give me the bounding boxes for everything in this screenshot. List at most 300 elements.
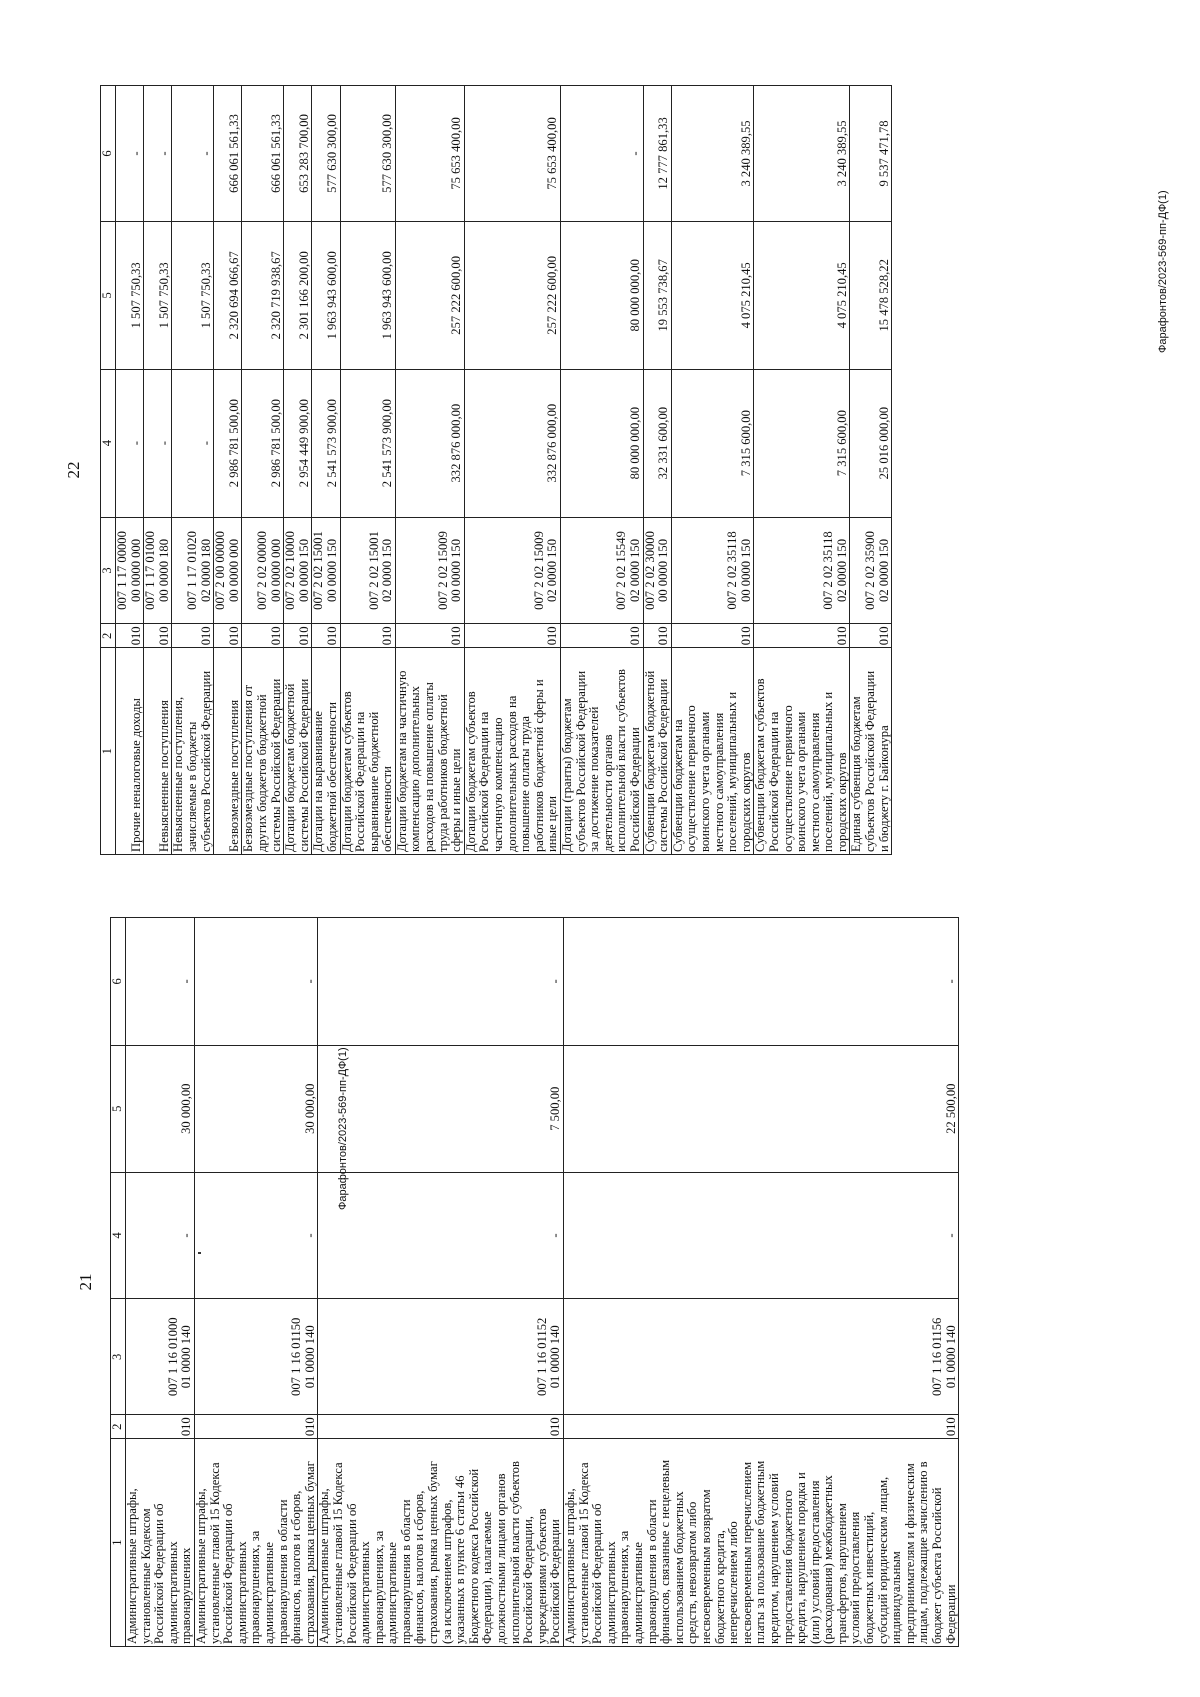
row-name-line: местного самоуправления xyxy=(807,712,822,852)
budget-code-line: 01 0000 140 xyxy=(548,1325,563,1389)
row-name-line: указанных в пункте 6 статьи 46 xyxy=(453,1475,468,1644)
row-value-c5: 30 000,00 xyxy=(194,1045,317,1172)
row-name-line: Административные штрафы, xyxy=(563,1488,577,1644)
budget-code-line: 007 1 16 01156 xyxy=(930,1317,945,1396)
row-name-line: страхования, рынка ценных бумаг xyxy=(426,1461,441,1644)
row-name-line: должностными лицами органов xyxy=(494,1473,509,1644)
row-name-line: Российской Федерации xyxy=(627,727,642,852)
budget-code-line: 00 0000 150 xyxy=(656,538,671,602)
column-header: 1 xyxy=(101,648,116,855)
row-name-line: установленные главой 15 Кодекса xyxy=(576,1462,591,1644)
row-name-line: установленные главой 15 Кодекса xyxy=(330,1462,345,1644)
row-code-2: 010 xyxy=(395,624,464,648)
budget-code-line: 007 1 16 01000 xyxy=(165,1317,180,1397)
table-row xyxy=(284,86,312,855)
row-name-line: использованием бюджетных xyxy=(671,1491,686,1644)
row-name-line: правонарушениях, за xyxy=(248,1530,263,1644)
row-value-c5: 2 301 166 200,00 xyxy=(284,221,312,369)
row-name xyxy=(754,648,850,855)
row-name-line: административных xyxy=(358,1541,373,1644)
row-value-c5: 1 507 750,33 xyxy=(172,221,214,369)
row-name-line: субсидий юридическим лицам, xyxy=(875,1476,890,1644)
budget-code-line: 00 0000 000 xyxy=(226,538,241,602)
row-code-2: 010 xyxy=(318,1415,564,1439)
row-value-c6: - xyxy=(561,86,644,222)
row-name-line: правонарушениях, за xyxy=(371,1530,386,1644)
budget-code-line: 007 1 17 01000 xyxy=(143,531,158,610)
row-name-line: Единая субвенция бюджетам xyxy=(849,696,864,852)
row-value-c5: 2 320 694 066,67 xyxy=(214,221,242,369)
row-name-line: осуществление первичного xyxy=(684,705,699,852)
row-name xyxy=(561,648,644,855)
row-name-line: исполнительной власти субъектов xyxy=(507,1461,522,1644)
row-value-c4: 7 315 600,00 xyxy=(754,369,850,517)
row-value-c4: 2 954 449 900,00 xyxy=(284,369,312,517)
row-value-c5: 22 500,00 xyxy=(564,1045,959,1172)
row-value-c6: 75 653 400,00 xyxy=(395,86,464,222)
row-name-line: Административные штрафы, xyxy=(125,1488,139,1644)
row-name-line: за достижение показателей xyxy=(587,706,602,852)
row-budget-code xyxy=(172,517,214,624)
column-header: 6 xyxy=(111,918,126,1046)
row-value-c5: 4 075 210,45 xyxy=(671,221,754,369)
row-value-c4: - xyxy=(564,1172,959,1299)
row-name-line: частичную компенсацию xyxy=(491,717,506,852)
budget-code-line: 007 2 02 35118 xyxy=(821,531,836,610)
row-value-c4: 2 541 573 900,00 xyxy=(340,369,395,517)
row-name xyxy=(242,648,284,855)
row-value-c4: 25 016 000,00 xyxy=(850,369,892,517)
row-name-line: обеспеченности xyxy=(380,766,395,852)
row-value-c4: 332 876 000,00 xyxy=(395,369,464,517)
row-name-line: средств, невозвратом либо xyxy=(685,1501,700,1644)
row-value-c4: - xyxy=(194,1172,317,1299)
table-row xyxy=(172,86,214,855)
row-value-c5: 1 963 943 600,00 xyxy=(312,221,340,369)
row-name-line: административных xyxy=(603,1541,618,1644)
row-name-line: иные цели xyxy=(545,795,560,852)
row-name-line: Федерации xyxy=(943,1584,958,1644)
row-code-2: 010 xyxy=(144,624,172,648)
row-value-c6: 3 240 389,55 xyxy=(671,86,754,222)
row-value-c4: - xyxy=(144,369,172,517)
table-row xyxy=(312,86,340,855)
row-name-line: Дотации бюджетам бюджетной xyxy=(283,683,298,852)
row-name-line: Дотации бюджетам на частичную xyxy=(394,670,409,852)
row-value-c5: 80 000 000,00 xyxy=(561,221,644,369)
table-row xyxy=(464,86,560,855)
row-name xyxy=(172,648,214,855)
row-budget-code xyxy=(671,517,754,624)
row-code-2: 010 xyxy=(561,624,644,648)
column-header: 1 xyxy=(111,1439,126,1647)
row-name-line: исполнительной власти субъектов xyxy=(614,669,629,852)
row-name-line: платы за пользование бюджетным xyxy=(753,1460,768,1644)
row-name-line: Российской Федерации xyxy=(548,1519,563,1644)
row-name-line: Невыясненные поступления xyxy=(156,700,171,852)
row-budget-code xyxy=(194,1299,317,1415)
row-name xyxy=(144,648,172,855)
budget-code-line: 02 0000 150 xyxy=(834,538,849,602)
row-name xyxy=(126,1439,195,1647)
row-value-c5: 1 507 750,33 xyxy=(144,221,172,369)
row-name-line: повышение оплаты труда xyxy=(518,716,533,852)
row-name-line: финансов, связанные с нецелевым xyxy=(658,1459,673,1644)
row-code-2: 010 xyxy=(242,624,284,648)
row-value-c5: 1 963 943 600,00 xyxy=(340,221,395,369)
table-row xyxy=(194,918,317,1647)
table-row xyxy=(564,918,959,1647)
row-value-c5: 257 222 600,00 xyxy=(395,221,464,369)
row-value-c4: - xyxy=(126,1172,195,1299)
budget-code-line: 02 0000 150 xyxy=(545,538,560,602)
row-value-c6: - xyxy=(126,918,195,1046)
budget-code-line: 007 2 02 30000 xyxy=(642,531,657,610)
table-row xyxy=(395,86,464,855)
row-name-line: воинского учета органами xyxy=(697,711,712,852)
row-name-line: индивидуальным xyxy=(889,1551,904,1644)
budget-code-line: 007 1 17 00000 xyxy=(115,531,129,610)
row-code-2: 010 xyxy=(312,624,340,648)
row-budget-code xyxy=(464,517,560,624)
row-name-line: административных xyxy=(165,1541,180,1644)
row-value-c6: - xyxy=(564,918,959,1046)
row-name-line: кредита, нарушением порядка и xyxy=(794,1472,809,1644)
row-name-line: финансов, налогов и сборов, xyxy=(412,1490,427,1644)
row-value-c6: 577 630 300,00 xyxy=(312,86,340,222)
row-name-line: Дотации (гранты) бюджетам xyxy=(560,698,574,852)
row-name-line: кредитом, нарушением условий xyxy=(766,1473,781,1644)
row-budget-code xyxy=(340,517,395,624)
row-name xyxy=(643,648,671,855)
row-name xyxy=(850,648,892,855)
row-name-line: субъектов Российской Федерации xyxy=(863,670,878,852)
row-name xyxy=(464,648,560,855)
row-value-c4: 7 315 600,00 xyxy=(671,369,754,517)
row-budget-code xyxy=(242,517,284,624)
budget-code-line: 02 0000 150 xyxy=(627,538,642,602)
budget-code-line: 02 0000 150 xyxy=(876,538,891,602)
table-row xyxy=(318,918,564,1647)
table-row xyxy=(340,86,395,855)
budget-code-line: 007 1 17 01020 xyxy=(184,531,199,610)
row-budget-code xyxy=(284,517,312,624)
row-name-line: Субвенции бюджетам на xyxy=(670,719,685,852)
budget-code-line: 007 1 16 01152 xyxy=(534,1317,549,1396)
row-value-c4: 32 331 600,00 xyxy=(643,369,671,517)
budget-code-line: 007 2 02 10000 xyxy=(283,531,298,610)
column-header: 5 xyxy=(111,1045,126,1172)
row-name-line: Административные штрафы, xyxy=(193,1488,208,1644)
row-name-line: (расходования) межбюджетных xyxy=(821,1475,836,1644)
row-value-c4: - xyxy=(172,369,214,517)
budget-code-line: 007 2 02 15001 xyxy=(366,531,381,610)
row-name-line: других бюджетов бюджетной xyxy=(254,694,269,852)
row-name-line: расходов на повышение оплаты xyxy=(422,682,437,852)
row-value-c6: - xyxy=(172,86,214,222)
page-number: 22 xyxy=(64,461,83,479)
row-name-line: работников бюджетной сферы и xyxy=(531,679,546,852)
budget-code-line: 007 2 02 15549 xyxy=(614,531,629,610)
column-header: 2 xyxy=(101,624,116,648)
row-name-line: административные xyxy=(385,1542,400,1644)
table-header-row xyxy=(111,918,126,1647)
revenue-table-page-22 xyxy=(100,85,892,855)
row-name-line: предпринимателям и физическим xyxy=(902,1463,917,1644)
row-code-2: 010 xyxy=(116,624,144,648)
row-budget-code xyxy=(144,517,172,624)
row-code-2: 010 xyxy=(340,624,395,648)
column-header: 3 xyxy=(111,1299,126,1415)
row-name-line: Субвенции бюджетам бюджетной xyxy=(642,670,657,852)
budget-code-line: 02 0000 150 xyxy=(380,538,395,602)
row-name xyxy=(312,648,340,855)
row-name xyxy=(116,648,144,855)
row-value-c4: - xyxy=(318,1172,564,1299)
row-name-line: Бюджетного кодекса Российской xyxy=(466,1468,481,1644)
row-name xyxy=(564,1439,959,1647)
row-value-c6: 653 283 700,00 xyxy=(284,86,312,222)
row-name-line: и бюджету г. Байконура xyxy=(876,725,891,852)
row-value-c5: 7 500,00 xyxy=(318,1045,564,1172)
row-name xyxy=(284,648,312,855)
row-code-2: 010 xyxy=(643,624,671,648)
budget-code-line: 007 2 02 35118 xyxy=(725,531,740,610)
row-value-c6: - xyxy=(318,918,564,1046)
row-name-line: компенсацию дополнительных xyxy=(408,686,423,852)
table-row xyxy=(214,86,242,855)
row-name-line: поселений, муниципальных и xyxy=(821,691,836,852)
row-code-2: 010 xyxy=(850,624,892,648)
row-name-line: (или) условий предоставления xyxy=(807,1480,822,1644)
row-name-line: правонарушениях xyxy=(179,1547,194,1644)
row-name-line: местного самоуправления xyxy=(711,712,726,852)
row-name xyxy=(194,1439,317,1647)
row-name-line: правонарушения в области xyxy=(398,1499,413,1644)
row-name-line: выравнивание бюджетной xyxy=(366,711,381,852)
row-name xyxy=(671,648,754,855)
budget-code-line: 01 0000 140 xyxy=(943,1325,958,1389)
column-header: 2 xyxy=(111,1415,126,1439)
row-value-c5: 15 478 528,22 xyxy=(850,221,892,369)
row-name-line: Дотации бюджетам субъектов xyxy=(339,691,354,852)
row-name-line: административных xyxy=(234,1541,249,1644)
budget-code-line: 007 2 02 00000 xyxy=(254,531,269,610)
table-row xyxy=(242,86,284,855)
row-value-c6: 666 061 561,33 xyxy=(242,86,284,222)
row-code-2: 010 xyxy=(194,1415,317,1439)
budget-code-line: 00 0000 150 xyxy=(324,538,339,602)
row-name-line: Безвозмездные поступления xyxy=(226,699,241,852)
row-name-line: Российской Федерации на xyxy=(477,711,492,852)
row-name-line: установленные Кодексом xyxy=(138,1508,153,1644)
row-name-line: осуществление первичного xyxy=(780,705,795,852)
row-name-line: неперечислением либо xyxy=(726,1521,741,1644)
row-value-c6: 75 653 400,00 xyxy=(464,86,560,222)
row-name-line: Дотации бюджетам субъектов xyxy=(463,691,478,852)
row-budget-code xyxy=(312,517,340,624)
row-value-c6: - xyxy=(194,918,317,1046)
row-name xyxy=(318,1439,564,1647)
row-name-line: деятельности органов xyxy=(600,734,615,852)
row-name-line: лицам, подлежащие зачислению в xyxy=(916,1461,931,1644)
row-name-line: сферы и иные цели xyxy=(449,748,464,852)
row-name-line: Федерации), налагаемые xyxy=(480,1511,495,1644)
row-name-line: Прочие неналоговые доходы xyxy=(128,698,143,852)
row-value-c4: 80 000 000,00 xyxy=(561,369,644,517)
row-name-line: зачисляемые в бюджеты xyxy=(184,721,199,852)
row-code-2: 010 xyxy=(564,1415,959,1439)
page-22 xyxy=(64,85,891,855)
budget-code-line: 00 0000 150 xyxy=(296,538,311,602)
column-header: 3 xyxy=(101,517,116,624)
budget-code-line: 007 2 00 00000 xyxy=(213,531,228,610)
row-code-2: 010 xyxy=(754,624,850,648)
row-code-2: 010 xyxy=(284,624,312,648)
row-name-line: Российской Федерации об xyxy=(152,1503,167,1644)
row-value-c4: 2 986 781 500,00 xyxy=(214,369,242,517)
budget-code-line: 01 0000 140 xyxy=(302,1325,317,1389)
row-code-2: 010 xyxy=(671,624,754,648)
row-name-line: воинского учета органами xyxy=(794,711,809,852)
table-row xyxy=(671,86,754,855)
row-name-line: административные xyxy=(261,1542,276,1644)
row-name-line: труда работников бюджетной xyxy=(435,694,450,852)
row-value-c4: 332 876 000,00 xyxy=(464,369,560,517)
row-name-line: правонарушениях, за xyxy=(617,1530,632,1644)
row-value-c6: - xyxy=(144,86,172,222)
row-name-line: бюджет субъекта Российской xyxy=(930,1487,945,1644)
row-value-c5: 1 507 750,33 xyxy=(116,221,144,369)
row-name-line: Российской Федерации об xyxy=(590,1503,605,1644)
revenue-table-page-21 xyxy=(110,917,959,1647)
budget-code-line: 007 2 02 15009 xyxy=(435,531,450,610)
row-name-line: предоставления бюджетного xyxy=(780,1490,795,1644)
row-name-line: городских округов xyxy=(738,752,753,852)
table-row xyxy=(116,86,144,855)
row-name-line: Российской Федерации, xyxy=(521,1516,536,1644)
row-code-2: 010 xyxy=(214,624,242,648)
row-name-line: несвоевременным возвратом xyxy=(698,1489,713,1644)
row-budget-code xyxy=(318,1299,564,1415)
row-name-line: городских округов xyxy=(834,752,849,852)
row-name-line: системы Российской Федерации xyxy=(296,678,311,852)
budget-code-line: 007 2 02 15001 xyxy=(311,531,326,610)
budget-code-line: 00 0000 000 xyxy=(128,538,143,602)
table-header-row xyxy=(101,86,116,855)
table-row xyxy=(754,86,850,855)
budget-code-line: 00 0000 150 xyxy=(449,538,464,602)
page-21 xyxy=(76,917,958,1647)
row-name-line: финансов, налогов и сборов, xyxy=(289,1490,304,1644)
row-budget-code xyxy=(643,517,671,624)
row-name-line: установленные главой 15 Кодекса xyxy=(207,1462,222,1644)
row-name-line: поселений, муниципальных и xyxy=(725,691,740,852)
row-name-line: Невыясненные поступления, xyxy=(171,696,186,852)
table-row xyxy=(643,86,671,855)
table-row xyxy=(850,86,892,855)
row-name xyxy=(214,648,242,855)
page-number: 21 xyxy=(76,1273,95,1291)
row-name-line: субъектов Российской Федерации xyxy=(198,670,213,852)
row-code-2: 010 xyxy=(172,624,214,648)
row-name-line: Безвозмездные поступления от xyxy=(241,685,256,852)
row-name-line: дополнительных расходов на xyxy=(504,695,519,852)
row-name-line: Дотации на выравнивание xyxy=(311,711,326,852)
row-name-line: бюджетных инвестиций, xyxy=(862,1511,877,1644)
scan-speck xyxy=(198,1252,201,1254)
budget-code-line: 00 0000 150 xyxy=(738,538,753,602)
row-value-c6: - xyxy=(116,86,144,222)
row-code-2: 010 xyxy=(126,1415,195,1439)
row-budget-code xyxy=(395,517,464,624)
row-name-line: административные xyxy=(630,1542,645,1644)
row-value-c5: 257 222 600,00 xyxy=(464,221,560,369)
row-value-c5: 4 075 210,45 xyxy=(754,221,850,369)
row-value-c4: 2 541 573 900,00 xyxy=(312,369,340,517)
budget-code-line: 00 0000 000 xyxy=(268,538,283,602)
row-name-line: страхования, рынка ценных бумаг xyxy=(302,1461,317,1644)
row-budget-code xyxy=(850,517,892,624)
budget-code-line: 007 2 02 15009 xyxy=(531,531,546,610)
row-name-line: бюджетного кредита, xyxy=(712,1530,727,1644)
budget-code-line: 007 2 02 35900 xyxy=(863,531,878,610)
row-budget-code xyxy=(564,1299,959,1415)
row-name-line: правонарушения в области xyxy=(275,1499,290,1644)
budget-code-line: 02 0000 180 xyxy=(198,538,213,602)
row-name xyxy=(395,648,464,855)
row-budget-code xyxy=(754,517,850,624)
budget-code-line: 007 1 16 01150 xyxy=(289,1317,304,1396)
row-budget-code xyxy=(116,517,144,624)
table-row xyxy=(144,86,172,855)
row-name-line: системы Российской Федерации xyxy=(268,678,283,852)
row-name-line: учреждениями субъектов xyxy=(534,1508,549,1644)
footer-doc-id: Фарафонтов/2023-569-пп-ДФ(1) xyxy=(337,1047,349,1210)
row-name xyxy=(340,648,395,855)
row-value-c4: - xyxy=(116,369,144,517)
row-name-line: системы Российской Федерации xyxy=(656,678,671,852)
column-header: 6 xyxy=(101,86,116,222)
column-header: 4 xyxy=(101,369,116,517)
budget-code-line: 01 0000 140 xyxy=(179,1325,194,1389)
column-header: 4 xyxy=(111,1172,126,1299)
row-value-c6: 577 630 300,00 xyxy=(340,86,395,222)
row-name-line: Российской Федерации об xyxy=(221,1503,236,1644)
row-value-c6: 3 240 389,55 xyxy=(754,86,850,222)
row-name-line: трансфертов, нарушением xyxy=(834,1503,849,1644)
row-code-2: 010 xyxy=(464,624,560,648)
row-value-c5: 30 000,00 xyxy=(126,1045,195,1172)
row-name-line: бюджетной обеспеченности xyxy=(324,701,339,852)
row-budget-code xyxy=(126,1299,195,1415)
row-name-line: правонарушения в области xyxy=(644,1499,659,1644)
row-name-line: (за исключением штрафов, xyxy=(439,1499,454,1644)
table-row xyxy=(561,86,644,855)
footer-doc-id: Фарафонтов/2023-569-пп-ДФ(1) xyxy=(1157,190,1169,353)
row-name-line: Российской Федерации на xyxy=(766,711,781,852)
row-name-line: Российской Федерации об xyxy=(344,1503,359,1644)
row-budget-code xyxy=(561,517,644,624)
row-name-line: Российской Федерации на xyxy=(353,711,368,852)
row-value-c5: 2 320 719 938,67 xyxy=(242,221,284,369)
row-value-c6: 666 061 561,33 xyxy=(214,86,242,222)
row-name-line: несвоевременным перечислением xyxy=(739,1461,754,1644)
row-name-line: Субвенции бюджетам субъектов xyxy=(753,678,768,852)
row-budget-code xyxy=(214,517,242,624)
row-name-line: условий предоставления xyxy=(848,1511,863,1644)
row-name-line: Административные штрафы, xyxy=(317,1488,332,1644)
